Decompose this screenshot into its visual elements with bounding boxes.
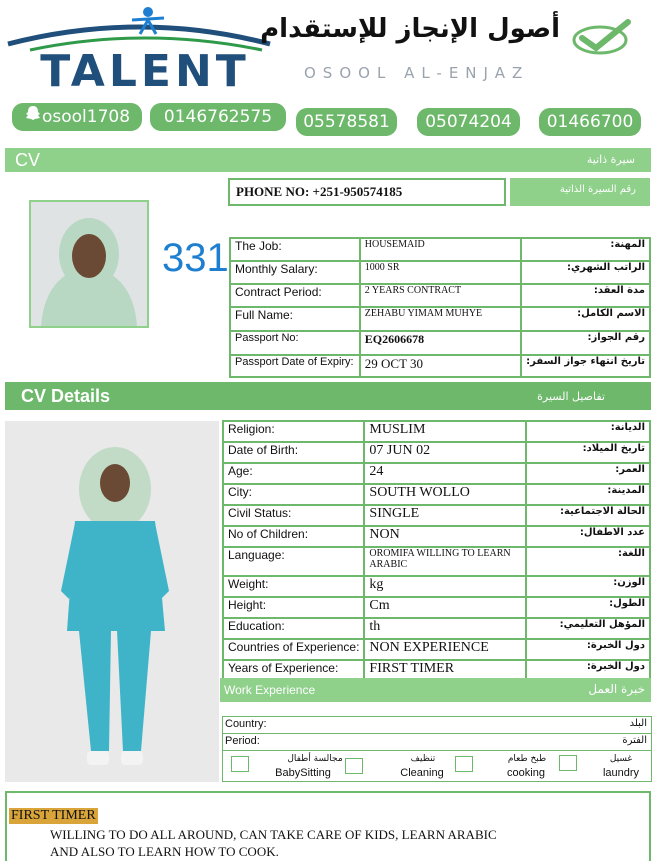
babysitting-label-arabic: مجالسة أطفال — [287, 754, 343, 764]
cv-detail-label-arabic: تاريخ الميلاد: — [527, 443, 649, 462]
cv-detail-row — [224, 422, 649, 441]
notes-text — [50, 826, 570, 860]
portrait-photo — [29, 200, 149, 328]
notes-title: FIRST TIMER — [11, 808, 96, 823]
cv-detail-row — [224, 577, 649, 596]
cv-detail-row — [224, 640, 649, 659]
laundry-label: laundry — [602, 767, 640, 779]
job-info-value: 2 YEARS CONTRACT — [361, 285, 520, 306]
cv-detail-label-arabic: العمر: — [527, 464, 649, 483]
cv-details-table — [222, 420, 651, 682]
cv-band-label-arabic: سيرة ذاتية — [586, 153, 635, 166]
cv-detail-label: Age: — [224, 464, 363, 483]
cv-detail-value: SOUTH WOLLO — [365, 485, 525, 504]
talent-logo-text: TALENT — [40, 46, 250, 97]
cv-details-band-label: CV Details — [21, 386, 111, 406]
snapchat-icon — [24, 103, 42, 131]
job-info-value: 1000 SR — [361, 262, 520, 283]
cv-detail-row — [224, 443, 649, 462]
cv-detail-row — [224, 485, 649, 504]
job-info-row — [231, 332, 649, 354]
job-info-value: 29 OCT 30 — [361, 356, 520, 376]
cv-detail-row — [224, 506, 649, 525]
job-info-row — [231, 308, 649, 330]
job-info-label: Contract Period: — [231, 285, 359, 306]
cv-detail-value: NON — [365, 527, 525, 546]
cleaning-label: Cleaning — [400, 767, 444, 779]
job-info-row — [231, 356, 649, 376]
cleaning-checkbox[interactable] — [345, 758, 363, 774]
cv-detail-row — [224, 598, 649, 617]
work-country-label-arabic: البلد — [629, 718, 647, 729]
cv-detail-label-arabic: الوزن: — [527, 577, 649, 596]
cleaning-label-arabic: تنظيف — [410, 754, 436, 764]
job-info-table — [229, 237, 651, 378]
phone-pill-3: 05074204 — [417, 108, 520, 136]
job-info-label: Monthly Salary: — [231, 262, 359, 283]
cv-detail-value: 24 — [365, 464, 525, 483]
cv-detail-label: Religion: — [224, 422, 363, 441]
job-info-label: Passport Date of Expiry: — [231, 356, 359, 376]
laundry-checkbox[interactable] — [559, 755, 577, 771]
job-info-value: ZEHABU YIMAM MUHYE — [361, 308, 520, 330]
phone-number-value: 950574185 — [343, 184, 403, 199]
cv-number-label-arabic: رقم السيرة الذاتية — [559, 184, 636, 195]
cv-detail-label: Education: — [224, 619, 363, 638]
job-info-label: Passport No: — [231, 332, 359, 354]
cv-detail-row — [224, 548, 649, 575]
job-info-label-arabic: الراتب الشهري: — [522, 262, 649, 283]
phone-pill-4: 01466700 — [539, 108, 641, 136]
cv-detail-value: SINGLE — [365, 506, 525, 525]
notes-line-2: AND ALSO TO LEARN HOW TO COOK. — [50, 844, 279, 859]
cv-details-band-label-arabic: تفاصيل السيرة — [537, 390, 605, 403]
cv-detail-value: NON EXPERIENCE — [365, 640, 525, 659]
job-info-row — [231, 262, 649, 283]
babysitting-label: BabySitting — [275, 767, 331, 779]
osool-check-logo-icon — [570, 18, 636, 58]
full-body-photo — [5, 421, 219, 782]
cv-detail-value: Cm — [365, 598, 525, 617]
cooking-label: cooking — [507, 767, 545, 779]
job-info-label-arabic: رقم الجواز: — [522, 332, 649, 354]
company-name-latin: OSOOL AL-ENJAZ — [304, 64, 530, 82]
cv-detail-label-arabic: دول الخبرة: — [527, 640, 649, 659]
cv-detail-label-arabic: عدد الاطفال: — [527, 527, 649, 546]
cv-detail-label: Language: — [224, 548, 363, 575]
job-info-value: HOUSEMAID — [361, 239, 520, 260]
cv-detail-value: 07 JUN 02 — [365, 443, 525, 462]
snapchat-pill — [12, 103, 142, 131]
job-info-label-arabic: الاسم الكامل: — [522, 308, 649, 330]
cv-detail-label: Years of Experience: — [224, 661, 363, 680]
cv-detail-label: Height: — [224, 598, 363, 617]
job-info-row — [231, 285, 649, 306]
cv-detail-value: FIRST TIMER — [365, 661, 525, 680]
job-info-label: The Job: — [231, 239, 359, 260]
cv-detail-label-arabic: المؤهل التعليمي: — [527, 619, 649, 638]
cooking-label-arabic: طبخ طعام — [507, 754, 547, 764]
snapchat-handle: osool1708 — [41, 107, 131, 127]
cv-detail-row — [224, 527, 649, 546]
cv-detail-row — [224, 464, 649, 483]
cv-detail-value: th — [365, 619, 525, 638]
cv-detail-value: kg — [365, 577, 525, 596]
cv-number: 331 — [162, 236, 229, 280]
cv-detail-label-arabic: الديانة: — [527, 422, 649, 441]
cv-band — [5, 148, 651, 172]
laundry-label-arabic: غسيل — [609, 754, 633, 764]
work-experience-label: Work Experience — [224, 683, 316, 697]
company-name-arabic: أصول الإنجاز للإستقدام — [260, 14, 560, 44]
cv-band-label: CV — [15, 150, 41, 170]
job-info-label: Full Name: — [231, 308, 359, 330]
cv-number-label-box — [510, 178, 650, 206]
cv-detail-label-arabic: الحالة الاجتماعية: — [527, 506, 649, 525]
cv-detail-label: Date of Birth: — [224, 443, 363, 462]
job-info-label-arabic: مدة العقد: — [522, 285, 649, 306]
cv-detail-row — [224, 619, 649, 638]
phone-pill-2: 05578581 — [296, 108, 397, 136]
work-country-row — [222, 716, 652, 734]
phone-pill-1: 0146762575 — [150, 103, 286, 131]
cv-detail-label-arabic: اللغة: — [527, 548, 649, 575]
cv-detail-value: OROMIFA WILLING TO LEARN ARABIC — [365, 548, 525, 575]
work-experience-label-arabic: خبرة العمل — [588, 682, 645, 696]
cv-detail-label-arabic: دول الخبرة: — [527, 661, 649, 680]
cv-detail-label: Weight: — [224, 577, 363, 596]
work-country-label: Country: — [225, 718, 267, 730]
phone-number-box — [228, 178, 506, 206]
cv-detail-label: Countries of Experience: — [224, 640, 363, 659]
cooking-checkbox[interactable] — [455, 756, 473, 772]
work-experience-band — [220, 678, 651, 702]
cv-detail-label: City: — [224, 485, 363, 504]
phone-number-label: PHONE NO: +251- — [236, 184, 344, 199]
work-period-label: Period: — [225, 735, 260, 747]
job-info-value: EQ2606678 — [361, 332, 520, 354]
skills-row — [222, 750, 652, 782]
job-info-row — [231, 239, 649, 260]
job-info-label-arabic: تاريخ انتهاء جواز السفر: — [522, 356, 649, 376]
job-info-label-arabic: المهنة: — [522, 239, 649, 260]
cv-detail-value: MUSLIM — [365, 422, 525, 441]
cv-detail-label: Civil Status: — [224, 506, 363, 525]
babysitting-checkbox[interactable] — [231, 756, 249, 772]
talent-logo — [0, 0, 290, 98]
cv-details-band — [5, 382, 651, 410]
cv-detail-label: No of Children: — [224, 527, 363, 546]
work-period-label-arabic: الفترة — [622, 735, 647, 746]
work-period-row — [222, 733, 652, 751]
notes-line-1: WILLING TO DO ALL AROUND, CAN TAKE CARE OF KIDS, LEARN ARABIC — [50, 827, 497, 842]
cv-detail-label-arabic: الطول: — [527, 598, 649, 617]
cv-detail-label-arabic: المدينة: — [527, 485, 649, 504]
